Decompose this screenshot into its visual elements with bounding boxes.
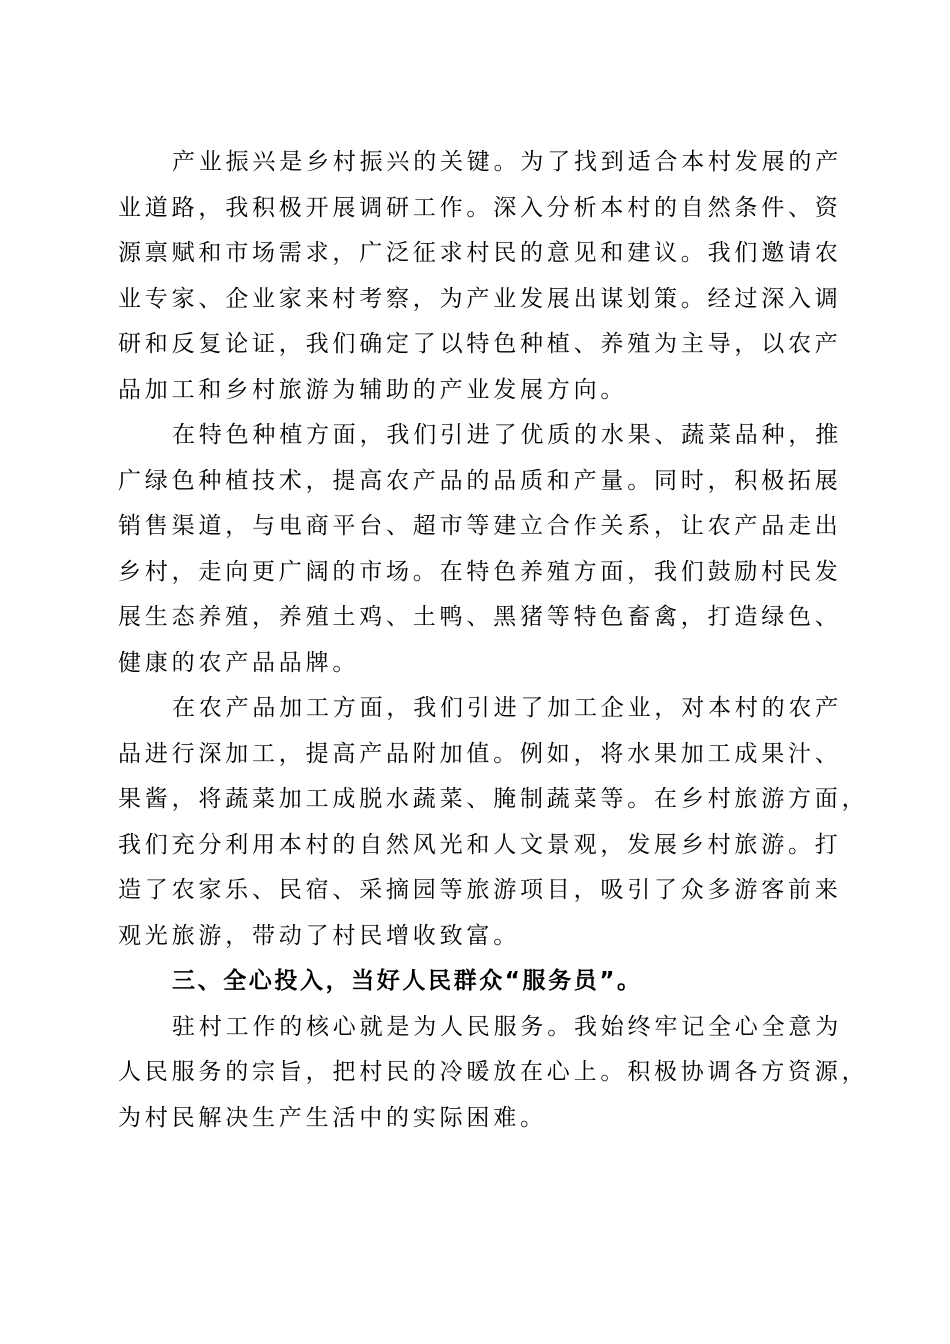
text-line: 我们充分利用本村的自然风光和人文景观，发展乡村旅游。打	[118, 831, 842, 858]
text-line: 造了农家乐、民宿、采摘园等旅游项目，吸引了众多游客前来	[118, 877, 842, 903]
text-line: 业专家、企业家来村考察，为产业发展出谋划策。经过深入调	[118, 285, 842, 312]
text-line: 果酱，将蔬菜加工成脱水蔬菜、腌制蔬菜等。在乡村旅游方面，	[118, 786, 869, 812]
text-line: 为村民解决生产生活中的实际困难。	[118, 1104, 547, 1131]
text-line: 研和反复论证，我们确定了以特色种植、养殖为主导，以农产	[118, 331, 842, 357]
text-line: 产业振兴是乡村振兴的关键。为了找到适合本村发展的产	[172, 149, 842, 175]
section-heading-text: 三、全心投入，当好人民群众“服务员”。	[172, 968, 643, 994]
text-line: 品进行深加工，提高产品附加值。例如，将水果加工成果汁、	[118, 740, 842, 767]
text-line: 在农产品加工方面，我们引进了加工企业，对本村的农产	[172, 695, 842, 721]
paragraph-industry-revitalization	[118, 140, 842, 413]
text-line: 源禀赋和市场需求，广泛征求村民的意见和建议。我们邀请农	[118, 240, 842, 266]
text-line: 健康的农产品品牌。	[118, 649, 360, 676]
text-line: 展生态养殖，养殖土鸡、土鸭、黑猪等特色畜禽，打造绿色、	[118, 604, 842, 630]
text-line: 人民服务的宗旨，把村民的冷暖放在心上。积极协调各方资源，	[118, 1059, 869, 1085]
text-line: 品加工和乡村旅游为辅助的产业发展方向。	[118, 376, 628, 403]
paragraph-processing-tourism	[118, 686, 869, 959]
text-line: 广绿色种植技术，提高农产品的品质和产量。同时，积极拓展	[118, 467, 842, 494]
section-heading	[118, 959, 832, 1005]
text-line: 业道路，我积极开展调研工作。深入分析本村的自然条件、资	[118, 194, 842, 221]
text-line: 乡村，走向更广阔的市场。在特色养殖方面，我们鼓励村民发	[118, 558, 842, 585]
text-line: 销售渠道，与电商平台、超市等建立合作关系，让农产品走出	[118, 513, 842, 539]
paragraph-serving-people	[118, 1005, 869, 1142]
paragraph-featured-planting	[118, 413, 842, 686]
text-line: 观光旅游，带动了村民增收致富。	[118, 922, 520, 949]
text-line: 驻村工作的核心就是为人民服务。我始终牢记全心全意为	[172, 1013, 842, 1040]
text-line: 在特色种植方面，我们引进了优质的水果、蔬菜品种，推	[172, 422, 842, 448]
